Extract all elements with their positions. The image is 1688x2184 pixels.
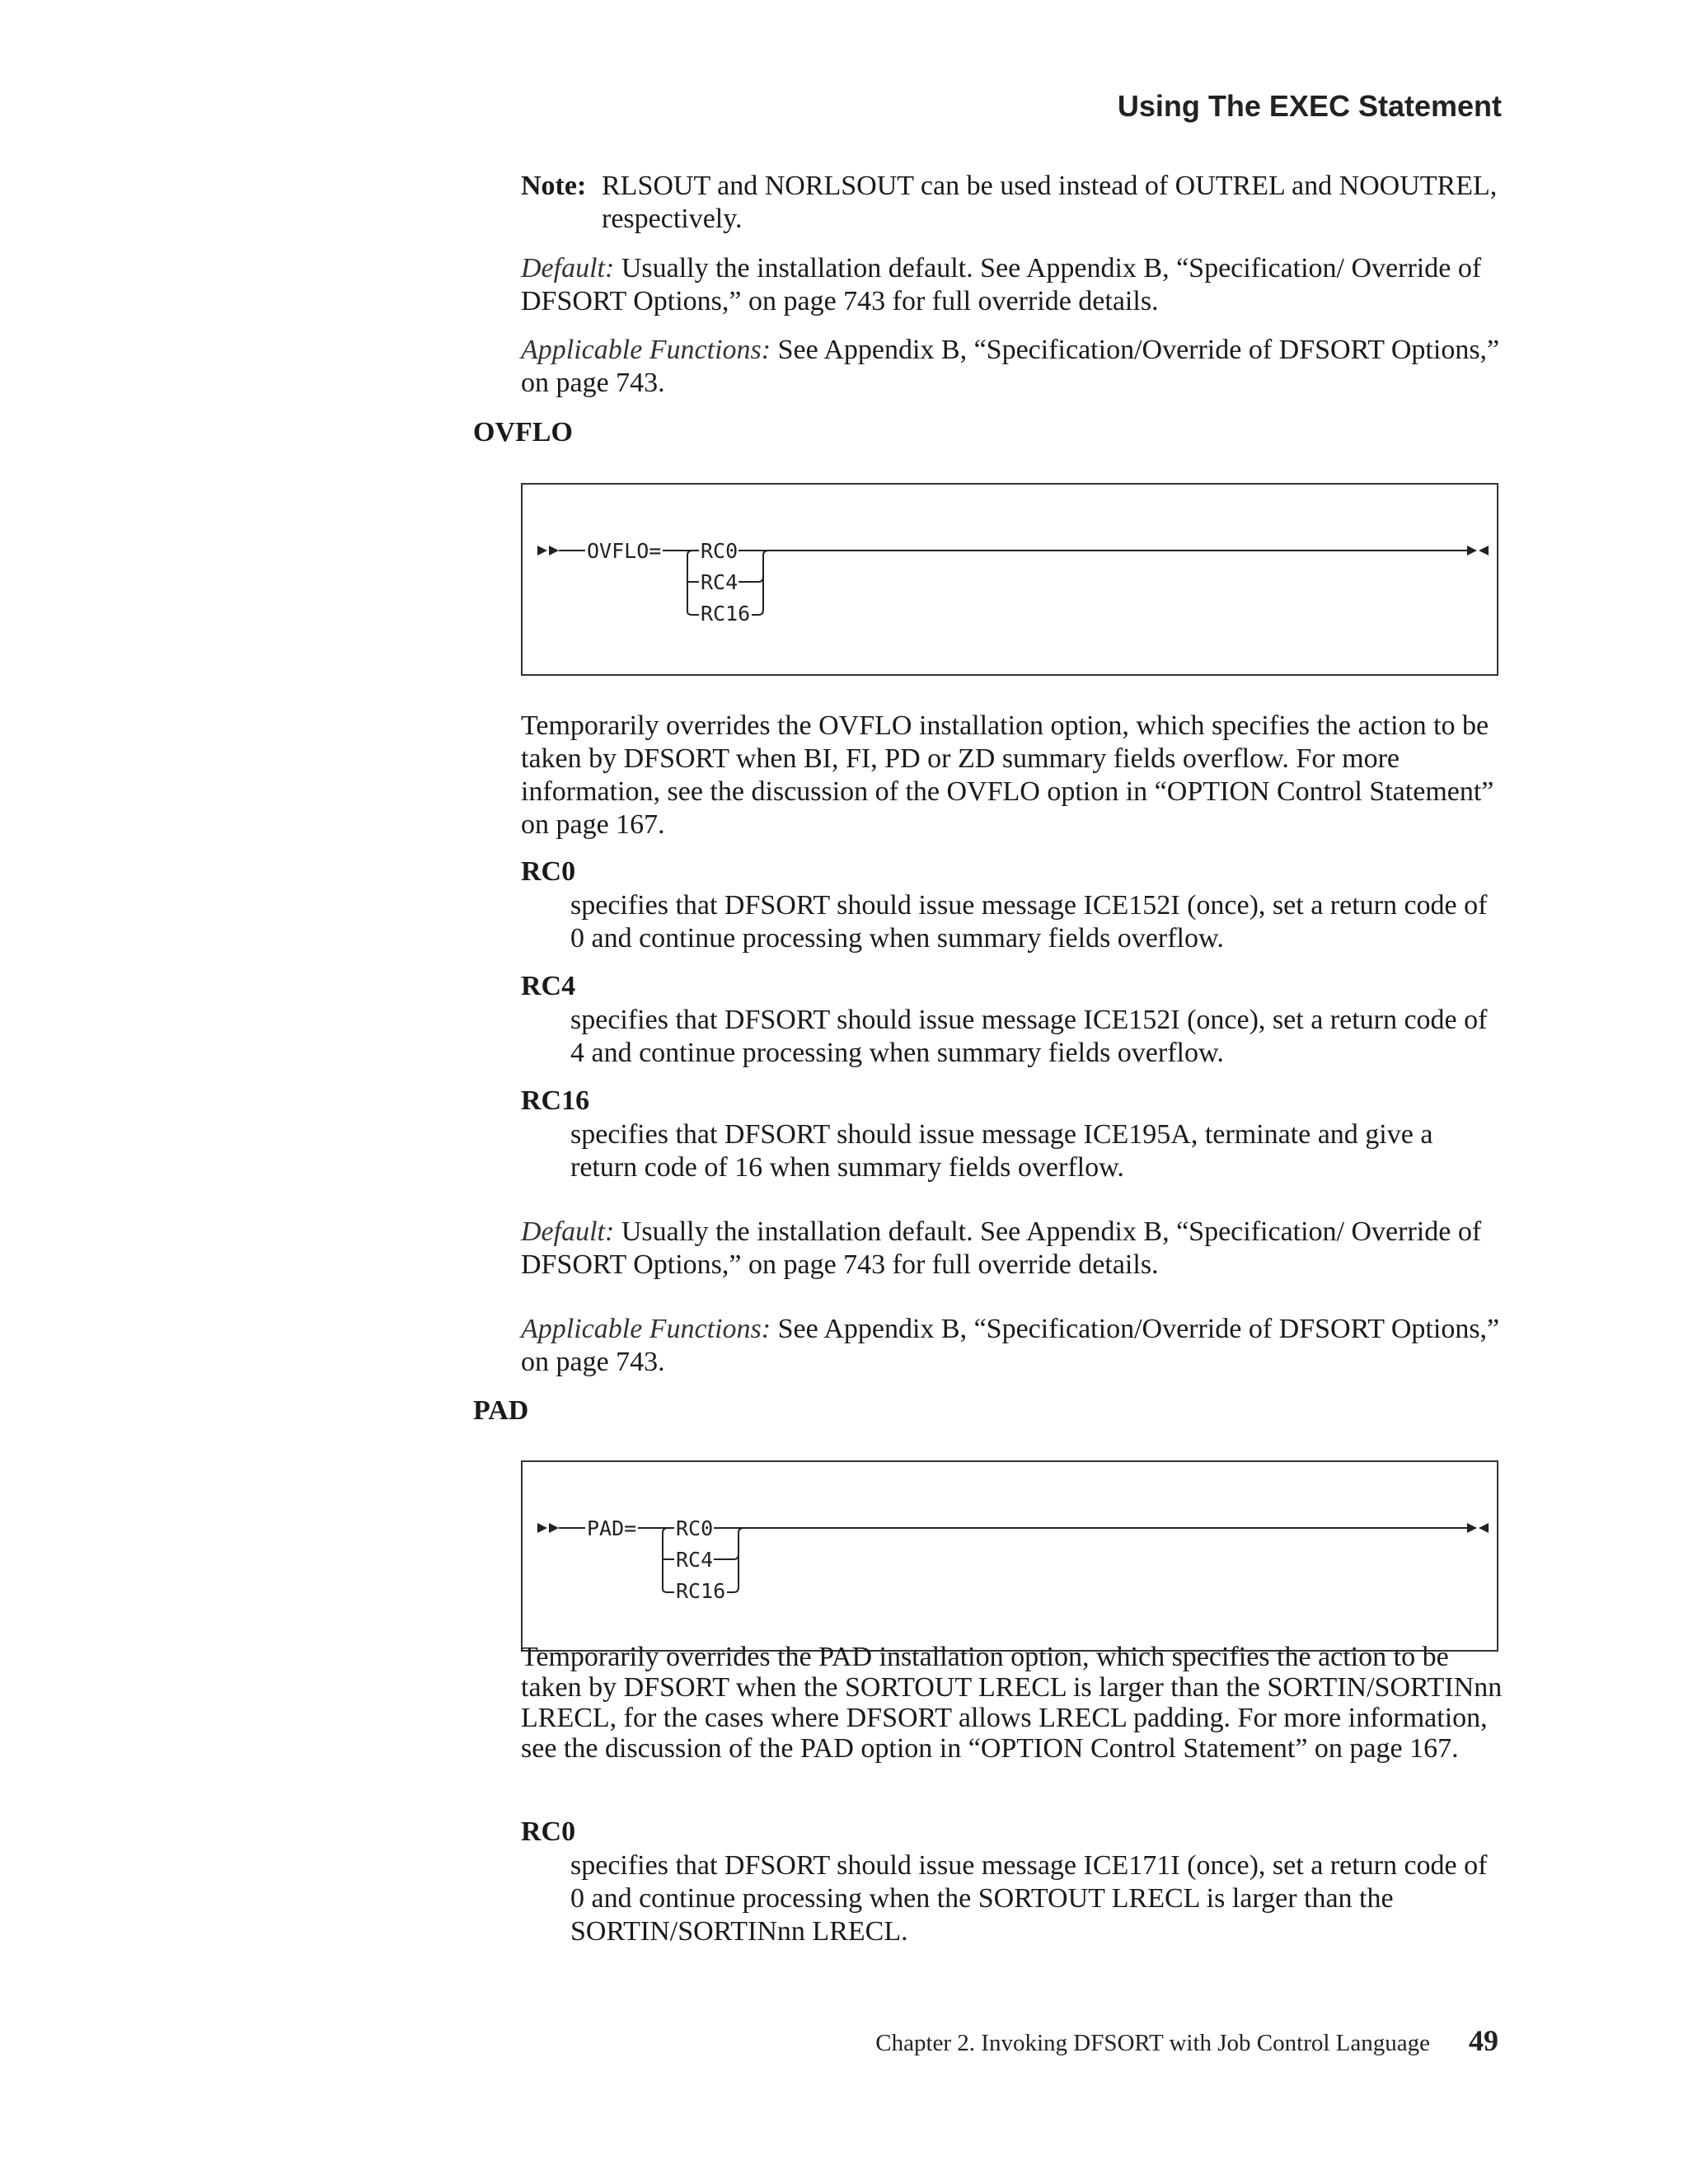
default-label: Default: [521, 1216, 615, 1247]
applicable-label: Applicable Functions: [521, 335, 771, 365]
default-label: Default: [521, 253, 615, 284]
term-pad-rc0: RC0 [521, 1816, 576, 1847]
syntax-option-rc4: RC4 [676, 1548, 714, 1572]
syntax-keyword: PAD= [587, 1516, 637, 1540]
end-arrow-icon [1479, 546, 1489, 555]
end-arrow-icon [1479, 1523, 1489, 1533]
note [521, 170, 1502, 236]
section-title-ovflo: OVFLO [473, 417, 573, 448]
syntax-diagram-pad-graphic [523, 1462, 1500, 1653]
section-title-pad: PAD [473, 1395, 529, 1426]
applicable-label: Applicable Functions: [521, 1314, 771, 1344]
term-rc0: RC0 [521, 856, 576, 887]
definition-rc4: specifies that DFSORT should issue message ICE152I (once), set a return code of 4 and continue processing when summary fields overflow. [570, 1005, 1488, 1068]
syntax-option-rc16: RC16 [676, 1579, 726, 1603]
ovflo-description: Temporarily overrides the OVFLO installation option, which specifies the action to be taken by DFSORT when BI, FI, PD or ZD summary fields overflow. For more information, see the discussion of the OVFLO option in “OPTION Control Statement” on page 167. [521, 710, 1494, 840]
term-rc16: RC16 [521, 1085, 590, 1116]
applicable-text: See Appendix B, “Specification/Override of DFSORT Options,” on page 743. [521, 1314, 1500, 1377]
syntax-option-rc16: RC16 [701, 602, 751, 626]
note-text: RLSOUT and NORLSOUT can be used instead of OUTREL and NOOUTREL, respectively. [602, 171, 1498, 234]
default-text: Usually the installation default. See Appendix B, “Specification/ Override of DFSORT Options,” on page 743 for full override details. [521, 1216, 1482, 1280]
default-text: Usually the installation default. See Appendix B, “Specification/ Override of DFSORT Options,” on page 743 for full override details. [521, 253, 1482, 316]
syntax-diagram-ovflo [521, 483, 1498, 676]
syntax-option-rc0: RC0 [701, 539, 738, 563]
applicable-text: See Appendix B, “Specification/Override of DFSORT Options,” on page 743. [521, 335, 1500, 398]
term-rc4: RC4 [521, 971, 576, 1001]
start-arrow-icon [537, 1523, 547, 1533]
start-arrow-icon [537, 546, 547, 555]
syntax-option-rc0: RC0 [676, 1516, 714, 1540]
syntax-diagram-pad [521, 1460, 1498, 1652]
outrel-default [521, 252, 1502, 318]
start-arrow-icon [549, 1523, 559, 1533]
definition-rc16: specifies that DFSORT should issue message ICE195A, terminate and give a return code of 16 when summary fields overflow. [570, 1119, 1433, 1183]
syntax-keyword: OVFLO= [587, 539, 662, 563]
running-header: Using The EXEC Statement [1117, 89, 1502, 123]
note-label: Note: [521, 171, 587, 201]
syntax-diagram-ovflo-graphic [523, 485, 1500, 677]
page-number: 49 [1469, 2024, 1498, 2057]
ovflo-default [521, 1216, 1502, 1282]
pad-description: Temporarily overrides the PAD installation option, which specifies the action to be taken by DFSORT when the SORTOUT LRECL is larger than the SORTIN/SORTINnn LRECL, for the cases where DFSORT allows LRECL padding. For more information, see the discussion of the PAD option in “OPTION Control Statement” on page 167. [521, 1642, 1503, 1764]
footer-chapter: Chapter 2. Invoking DFSORT with Job Control Language [875, 2030, 1430, 2056]
definition-rc0: specifies that DFSORT should issue message ICE152I (once), set a return code of 0 and continue processing when summary fields overflow. [570, 890, 1488, 954]
end-arrow-icon [1467, 1523, 1477, 1533]
outrel-applicable [521, 334, 1502, 400]
start-arrow-icon [549, 546, 559, 555]
syntax-option-rc4: RC4 [701, 570, 738, 594]
ovflo-applicable [521, 1313, 1502, 1379]
end-arrow-icon [1467, 546, 1477, 555]
definition-pad-rc0: specifies that DFSORT should issue message ICE171I (once), set a return code of 0 and continue processing when the SORTOUT LRECL is larger than the SORTIN/SORTINnn LRECL. [570, 1850, 1488, 1947]
